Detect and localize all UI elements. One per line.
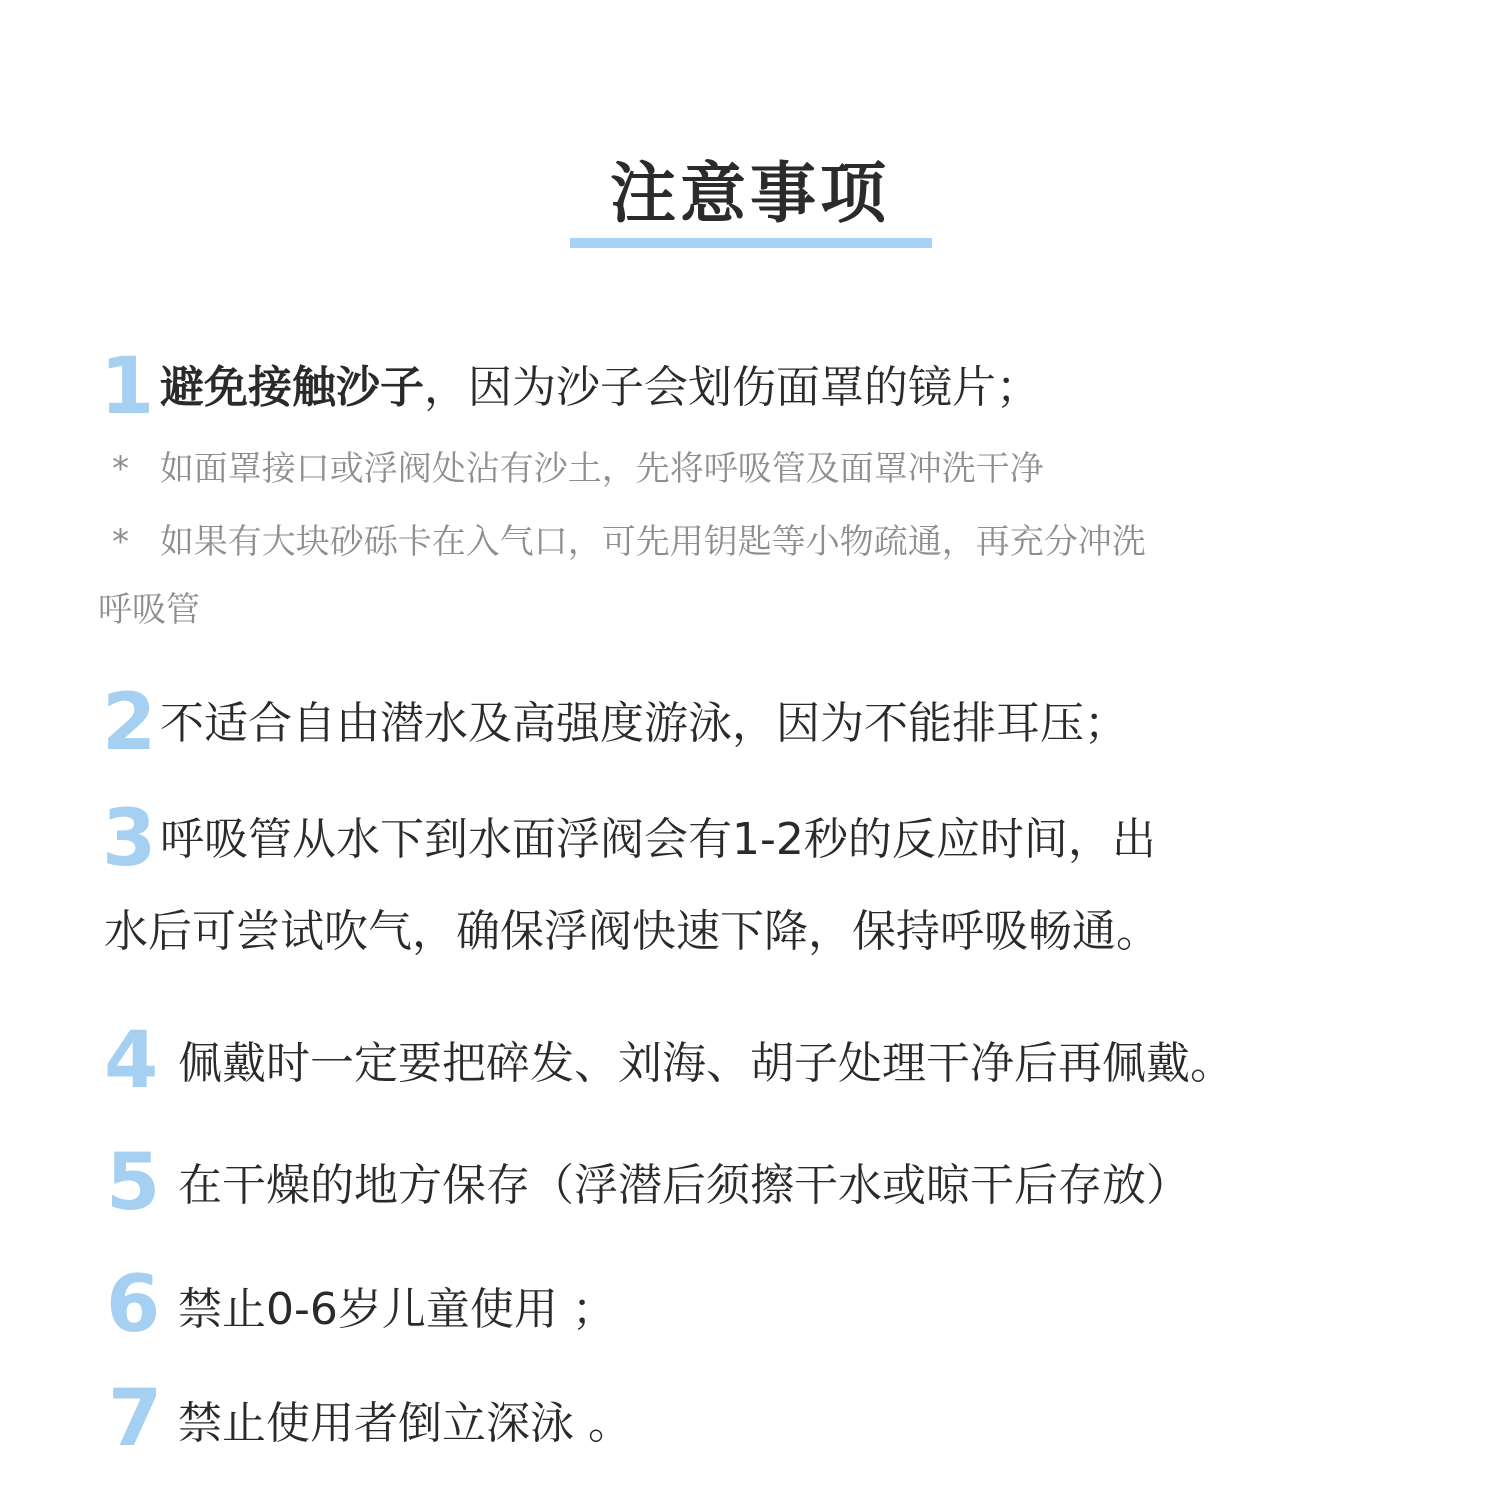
item-number-2: 2	[102, 678, 157, 768]
item-text-7: 禁止使用者倒立深泳 。	[178, 1398, 632, 1449]
item-number-5: 5	[106, 1138, 161, 1228]
item-text-3-line1: 呼吸管从水下到水面浮阀会有1-2秒的反应时间，出	[160, 814, 1156, 865]
item-text-6: 禁止0-6岁儿童使用 ；	[178, 1284, 616, 1335]
item-number-1: 1	[100, 342, 155, 432]
note-text: 如面罩接口或浮阀处沾有沙土，先将呼吸管及面罩冲洗干净	[159, 449, 1044, 489]
item-1-note-2-continued: 呼吸管	[98, 590, 200, 630]
item-1-note-2	[112, 520, 1146, 564]
item-text-2: 不适合自由潜水及高强度游泳，因为不能排耳压；	[160, 698, 1128, 749]
item-text-5: 在干燥的地方保存（浮潜后须擦干水或晾干后存放）	[178, 1160, 1190, 1211]
item-1-note-1	[112, 447, 1044, 491]
item-number-7: 7	[108, 1374, 163, 1464]
note-bullet: *	[112, 522, 129, 562]
item-text-3-line2: 水后可尝试吹气，确保浮阀快速下降，保持呼吸畅通。	[104, 906, 1160, 957]
item-number-6: 6	[106, 1260, 161, 1350]
item-number-4: 4	[104, 1016, 159, 1106]
item-text-4: 佩戴时一定要把碎发、刘海、胡子处理干净后再佩戴。	[178, 1038, 1234, 1089]
item-1-rest: ，因为沙子会划伤面罩的镜片；	[424, 362, 1040, 413]
item-1-emphasis: 避免接触沙子	[160, 362, 424, 413]
note-bullet: *	[112, 449, 129, 489]
note-text: 如果有大块砂砾卡在入气口，可先用钥匙等小物疏通，再充分冲洗	[159, 522, 1146, 562]
item-number-3: 3	[102, 794, 157, 884]
title-underline	[570, 238, 932, 248]
page-title: 注意事项	[610, 155, 890, 232]
item-text-1	[160, 360, 1040, 415]
